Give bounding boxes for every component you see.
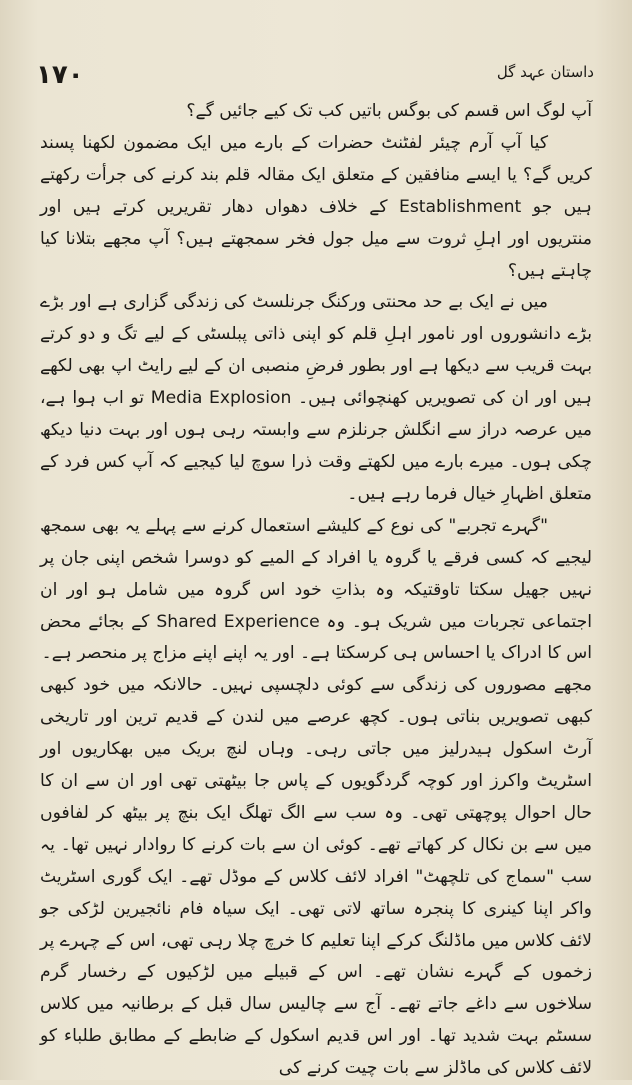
page-number: ۱۷۰: [36, 60, 84, 90]
paragraph-3: میں نے ایک بے حد محنتی ورکنگ جرنلسٹ کی زندگی گزاری ہے اور بڑے بڑے دانشوروں اور نامور اہلِ قلم کو اپنی ذاتی پبلسٹی کے لیے تگ و دو کرتے بہت قریب سے دیکھا ہے اور بطور فرضِ منصبی ان کے لیے رایٹ اپ بھی لکھے ہیں اور ان کی تصویریں کھنچوائی ہیں۔ Media Explosion تو اب ہوا ہے، میں عرصہ دراز سے انگلش جرنلزم سے وابستہ رہی ہوں اور بہت دنیا دیکھ چکی ہوں۔ میرے بارے میں لکھتے وقت ذرا سوچ لیا کیجیے کہ آپ کس فرد کے متعلق اظہارِ خیال فرما رہے ہیں۔: [40, 292, 592, 504]
page-header: [30, 58, 594, 92]
running-head: داستان عہد گل: [496, 63, 594, 81]
paragraph-1: آپ لوگ اس قسم کی بوگس باتیں کب تک کیے جائیں گے؟: [186, 101, 592, 121]
paragraph-4: "گہرے تجربے" کی نوع کے کلیشے استعمال کرنے سے پہلے یہ بھی سمجھ لیجیے کہ کسی فرقے یا گروہ یا افراد کے المیے کو دوسرا شخص اپنی جان پر نہیں جھیل سکتا تاوقتیکہ وہ بذاتِ خود اس گروہ میں شامل ہو اور ان اجتماعی تجربات میں شریک ہو۔ وہ Shared Experience کے بجائے محض اس کا ادراک یا احساس ہی کرسکتا ہے۔ اور یہ اپنے اپنے مزاج پر منحصر ہے۔: [40, 515, 592, 664]
paragraph-2: کیا آپ آرم چیئر لفٹنٹ حضرات کے بارے میں ایک مضمون لکھنا پسند کریں گے؟ یا ایسے منافقین کے متعلق ایک مقالہ قلم بند کرنے کی جرأت رکھتے ہیں جو Establishment کے خلاف دھواں دھار تقریریں کرتے ہیں اور منتریوں اور اہلِ ثروت سے میل جول فخر سمجھتے ہیں؟ آپ مجھے بتلانا کیا چاہتے ہیں؟: [40, 132, 592, 281]
paragraph-5: مجھے مصوروں کی زندگی سے کوئی دلچسپی نہیں۔ حالانکہ میں خود کبھی کبھی تصویریں بناتی ہوں۔ کچھ عرصے میں لندن کے قدیم ترین اور تاریخی آرٹ اسکول ہیدرلیز میں جاتی رہی۔ وہاں لنچ بریک میں بھکاریوں اور اسٹریٹ واکرز اور کوچہ گردگویوں کے پاس جا بیٹھتی تھی اور ان سے ان کا حال احوال پوچھتی تھی۔ وہ سب سے الگ تھلگ ایک بنچ پر بیٹھ کر لفافوں میں سے بن نکال کر کھاتے تھے۔ کوئی ان سے بات کرنے کا روادار نہیں تھا۔ یہ سب "سماج کی تلچھٹ" افراد لائف کلاس کے موڈل تھے۔ ایک گوری اسٹریٹ واکر اپنا کینری کا پنجرہ ساتھ لاتی تھی۔ ایک سیاہ فام نائجیرین لڑکی جو لائف کلاس میں ماڈلنگ کرکے اپنا تعلیم کا خرچ چلا رہی تھی، اس کے چہرے پر زخموں کے گہرے نشان تھے۔ اس کے قبیلے میں لڑکیوں کے رخسار گرم سلاخوں سے داغے جاتے تھے۔ آج سے چالیس سال قبل کے برطانیہ میں کلاس سسٹم بہت شدید تھا۔ اور اس قدیم اسکول کے ضابطے کے مطابق طلباء کو لائف کلاس کی ماڈلز سے بات چیت کرنے کی: [40, 675, 592, 1079]
body-text: [40, 96, 592, 1079]
